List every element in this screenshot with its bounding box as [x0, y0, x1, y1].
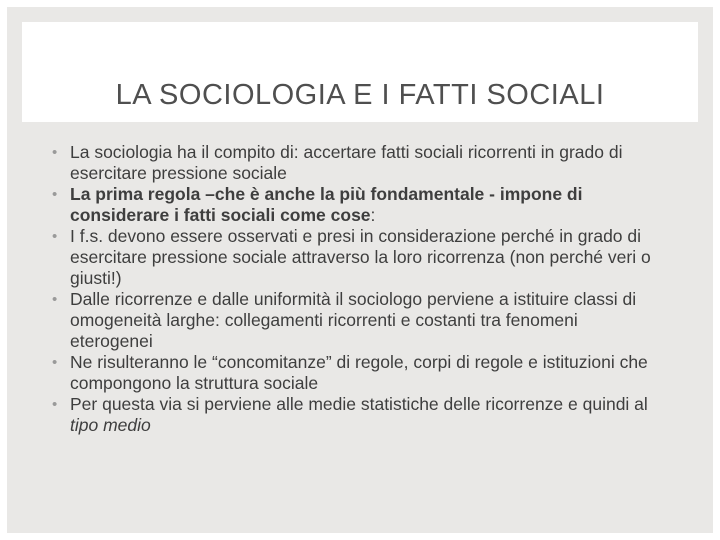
- list-item: [52, 289, 664, 352]
- list-item-text: La sociologia ha il compito di: accertare fatti sociali ricorrenti in grado di esercitare pressione sociale: [70, 142, 623, 183]
- list-item-text: Dalle ricorrenze e dalle uniformità il sociologo perviene a istituire classi di omogeneità larghe: collegamenti ricorrenti e costanti tra fenomeni eterogenei: [70, 289, 637, 351]
- list-item: [52, 226, 664, 289]
- list-item: [52, 352, 664, 394]
- bullet-icon: •: [52, 396, 58, 413]
- list-item-text: I f.s. devono essere osservati e presi in considerazione perché in grado di esercitare pressione sociale attraverso la loro ricorrenza (non perché veri o giusti!): [70, 226, 651, 288]
- bullet-icon: •: [52, 228, 58, 245]
- bullet-icon: •: [52, 186, 58, 203]
- slide-title: LA SOCIOLOGIA E I FATTI SOCIALI: [115, 79, 605, 111]
- title-box: [22, 22, 698, 122]
- bullet-icon: •: [52, 291, 58, 308]
- bullet-icon: •: [52, 144, 58, 161]
- list-item: [52, 142, 664, 184]
- list-item-text: Ne risulteranno le “concomitanze” di regole, corpi di regole e istituzioni che compongono la struttura sociale: [70, 352, 648, 393]
- list-item-text: :: [370, 205, 376, 225]
- list-item: [52, 184, 664, 226]
- bullet-list: [52, 142, 664, 436]
- list-item-italic-text: tipo medio: [70, 415, 151, 435]
- list-item: [52, 394, 664, 436]
- bullet-icon: •: [52, 354, 58, 371]
- list-item-text: Per questa via si perviene alle medie statistiche delle ricorrenze e quindi al: [70, 394, 648, 414]
- list-item-bold-text: La prima regola –che è anche la più fondamentale - impone di considerare i fatti sociali come cose: [70, 184, 583, 225]
